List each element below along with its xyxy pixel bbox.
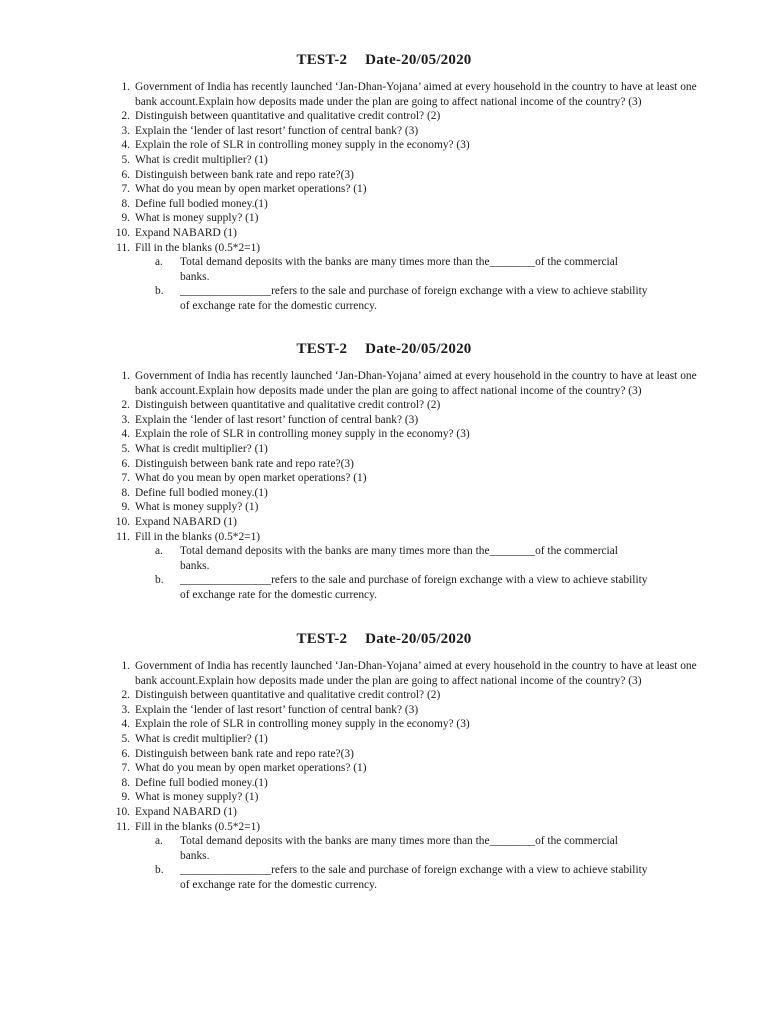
question-item (0, 457, 768, 472)
question-list (0, 659, 768, 893)
question-item (0, 80, 768, 109)
question-text: Distinguish between bank rate and repo rate?(3) (135, 168, 354, 181)
question-number: 8. (121, 197, 130, 210)
question-number: 5. (121, 732, 130, 745)
question-number: 5. (121, 442, 130, 455)
question-number: 6. (121, 457, 130, 470)
question-text: What do you mean by open market operations? (1) (135, 183, 367, 196)
question-text: Explain the role of SLR in controlling money supply in the economy? (3) (135, 139, 470, 152)
question-text: Define full bodied money.(1) (135, 197, 268, 210)
question-text: Distinguish between bank rate and repo rate?(3) (135, 457, 354, 470)
fill-blank-letter: b. (155, 285, 164, 298)
fill-blank-item (0, 573, 768, 602)
question-text: What is credit multiplier? (1) (135, 153, 268, 166)
question-item (0, 197, 768, 212)
question-item (0, 500, 768, 515)
question-text: Distinguish between quantitative and qualitative credit control? (2) (135, 110, 441, 123)
fill-blank-text: ________________refers to the sale and purchase of foreign exchange with a view to achieve stability of exchange rate for the domestic currency. (180, 285, 648, 312)
question-text: Define full bodied money.(1) (135, 486, 268, 499)
question-text: What is money supply? (1) (135, 501, 259, 514)
question-item (0, 486, 768, 501)
test-date: Date-20/05/2020 (365, 631, 472, 647)
question-text: Define full bodied money.(1) (135, 776, 268, 789)
question-text: Fill in the blanks (0.5*2=1) (135, 820, 261, 833)
question-item (0, 790, 768, 805)
fill-blank-item (0, 863, 768, 892)
fill-blank-text: ________________refers to the sale and purchase of foreign exchange with a view to achieve stability of exchange rate for the domestic currency. (180, 864, 648, 891)
question-text: Explain the role of SLR in controlling money supply in the economy? (3) (135, 718, 470, 731)
question-item (0, 732, 768, 747)
test-date: Date-20/05/2020 (365, 52, 472, 68)
fill-blank-item (0, 834, 768, 863)
question-item (0, 124, 768, 139)
question-text: What is credit multiplier? (1) (135, 442, 268, 455)
question-item (0, 776, 768, 791)
question-item (0, 805, 768, 820)
question-list (0, 369, 768, 603)
question-item (0, 530, 768, 603)
question-number: 2. (121, 399, 130, 412)
question-item (0, 138, 768, 153)
question-item (0, 471, 768, 486)
question-number: 1. (121, 81, 130, 93)
question-text: Fill in the blanks (0.5*2=1) (135, 241, 261, 254)
fill-blanks-list (0, 834, 768, 892)
question-number: 3. (121, 703, 130, 716)
question-item (0, 369, 768, 398)
question-number: 3. (121, 413, 130, 426)
question-number: 7. (121, 183, 130, 196)
question-item (0, 761, 768, 776)
question-number: 8. (121, 776, 130, 789)
question-number: 4. (121, 428, 130, 441)
question-text: Expand NABARD (1) (135, 805, 237, 818)
question-number: 1. (121, 370, 130, 382)
question-item (0, 703, 768, 718)
test-date: Date-20/05/2020 (365, 341, 472, 357)
question-item (0, 241, 768, 314)
fill-blank-text: Total demand deposits with the banks are many times more than the________of the commercial banks. (180, 835, 618, 862)
question-item (0, 226, 768, 241)
question-text: Government of India has recently launched ‘Jan-Dhan-Yojana’ aimed at every household in the country to have at least one bank account.Explain how deposits made under the plan are going to affect national income of the country? (3) (135, 81, 697, 108)
test-heading (0, 340, 768, 358)
fill-blanks-list (0, 544, 768, 602)
question-text: What do you mean by open market operations? (1) (135, 472, 367, 485)
fill-blank-text: ________________refers to the sale and purchase of foreign exchange with a view to achieve stability of exchange rate for the domestic currency. (180, 574, 648, 601)
test-title: TEST-2 (296, 341, 348, 357)
question-number: 7. (121, 472, 130, 485)
fill-blank-text: Total demand deposits with the banks are many times more than the________of the commercial banks. (180, 545, 618, 572)
question-number: 6. (121, 168, 130, 181)
question-text: Government of India has recently launched ‘Jan-Dhan-Yojana’ aimed at every household in the country to have at least one bank account.Explain how deposits made under the plan are going to affect national income of the country? (3) (135, 370, 697, 397)
question-number: 11. (116, 241, 130, 254)
question-text: Fill in the blanks (0.5*2=1) (135, 530, 261, 543)
question-text: What is money supply? (1) (135, 791, 259, 804)
question-item (0, 659, 768, 688)
question-item (0, 398, 768, 413)
question-text: Government of India has recently launched ‘Jan-Dhan-Yojana’ aimed at every household in the country to have at least one bank account.Explain how deposits made under the plan are going to affect national income of the country? (3) (135, 660, 697, 687)
question-item (0, 211, 768, 226)
question-item (0, 747, 768, 762)
question-number: 4. (121, 139, 130, 152)
fill-blank-item (0, 255, 768, 284)
question-item (0, 182, 768, 197)
question-number: 10. (115, 805, 130, 818)
question-number: 7. (121, 762, 130, 775)
question-number: 11. (116, 820, 130, 833)
question-number: 2. (121, 689, 130, 702)
question-text: Explain the ‘lender of last resort’ function of central bank? (3) (135, 703, 419, 716)
question-item (0, 413, 768, 428)
question-item (0, 442, 768, 457)
question-number: 9. (121, 212, 130, 225)
question-item (0, 688, 768, 703)
question-item (0, 153, 768, 168)
question-item (0, 109, 768, 124)
question-number: 8. (121, 486, 130, 499)
question-item (0, 168, 768, 183)
fill-blank-letter: a. (155, 256, 163, 269)
fill-blank-item (0, 284, 768, 313)
fill-blank-letter: a. (155, 835, 163, 848)
question-item (0, 820, 768, 893)
question-number: 9. (121, 791, 130, 804)
question-text: What do you mean by open market operations? (1) (135, 762, 367, 775)
question-item (0, 717, 768, 732)
fill-blank-text: Total demand deposits with the banks are many times more than the________of the commercial banks. (180, 256, 618, 283)
test-title: TEST-2 (296, 52, 348, 68)
question-number: 10. (115, 515, 130, 528)
question-text: Explain the ‘lender of last resort’ function of central bank? (3) (135, 124, 419, 137)
fill-blank-item (0, 544, 768, 573)
test-heading (0, 630, 768, 648)
question-number: 11. (116, 530, 130, 543)
question-number: 2. (121, 110, 130, 123)
fill-blanks-list (0, 255, 768, 313)
question-text: Expand NABARD (1) (135, 226, 237, 239)
question-number: 9. (121, 501, 130, 514)
question-text: What is credit multiplier? (1) (135, 732, 268, 745)
question-number: 4. (121, 718, 130, 731)
question-number: 3. (121, 124, 130, 137)
question-item (0, 427, 768, 442)
question-text: What is money supply? (1) (135, 212, 259, 225)
question-number: 1. (121, 660, 130, 672)
question-number: 10. (115, 226, 130, 239)
question-list (0, 80, 768, 314)
test-title: TEST-2 (296, 631, 348, 647)
fill-blank-letter: b. (155, 864, 164, 877)
fill-blank-letter: a. (155, 545, 163, 558)
fill-blank-letter: b. (155, 574, 164, 587)
question-number: 6. (121, 747, 130, 760)
question-text: Expand NABARD (1) (135, 515, 237, 528)
question-text: Distinguish between bank rate and repo rate?(3) (135, 747, 354, 760)
test-heading (0, 51, 768, 69)
question-number: 5. (121, 153, 130, 166)
question-item (0, 515, 768, 530)
question-text: Distinguish between quantitative and qualitative credit control? (2) (135, 399, 441, 412)
question-text: Distinguish between quantitative and qualitative credit control? (2) (135, 689, 441, 702)
question-text: Explain the ‘lender of last resort’ function of central bank? (3) (135, 413, 419, 426)
question-text: Explain the role of SLR in controlling money supply in the economy? (3) (135, 428, 470, 441)
